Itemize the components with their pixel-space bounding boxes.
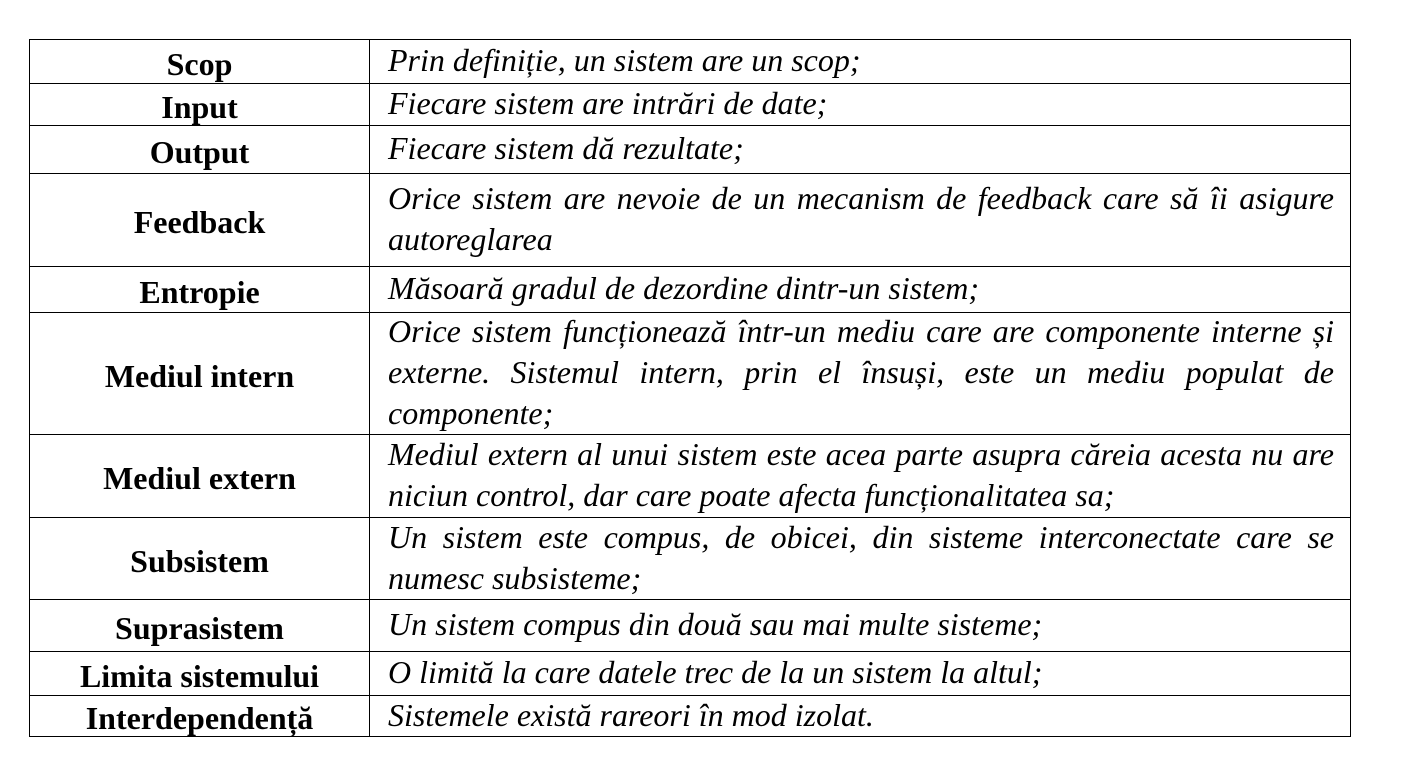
definition-cell	[370, 84, 1351, 126]
definition-text: Un sistem compus din două sau mai multe sisteme;	[388, 606, 1043, 642]
definition-text: Orice sistem funcționează într-un mediu care are componente interne și externe. Sistemul intern, prin el însuși, este un mediu populat de componente;	[388, 313, 1334, 431]
definition-cell	[370, 126, 1351, 174]
term-cell	[30, 600, 370, 652]
term-label: Output	[149, 133, 250, 170]
term-label: Mediul extern	[103, 460, 296, 496]
definition-text: Un sistem este compus, de obicei, din sisteme interconectate care se numesc subsisteme;	[388, 518, 1334, 596]
definition-text: Mediul extern al unui sistem este acea parte asupra căreia acesta nu are niciun control, dar care poate afecta funcționalitatea sa;	[388, 436, 1334, 513]
term-cell	[30, 652, 370, 696]
definition-cell	[370, 435, 1351, 518]
table-row	[30, 652, 1351, 696]
term-cell	[30, 267, 370, 313]
term-label: Entropie	[139, 273, 260, 310]
definition-text: Sistemele există rareori în mod izolat.	[388, 696, 874, 733]
table-row	[30, 126, 1351, 174]
definition-cell	[370, 652, 1351, 696]
definition-cell	[370, 40, 1351, 84]
table-row	[30, 267, 1351, 313]
definition-cell	[370, 600, 1351, 652]
term-label: Suprasistem	[115, 609, 284, 646]
term-label: Limita sistemului	[79, 657, 320, 694]
term-label: Input	[161, 88, 238, 125]
term-label: Interdependență	[85, 700, 314, 736]
table-row	[30, 84, 1351, 126]
definition-text: Prin definiție, un sistem are un scop;	[388, 42, 861, 78]
definition-text: Fiecare sistem are intrări de date;	[388, 85, 828, 121]
term-cell	[30, 84, 370, 126]
definition-text: Măsoară gradul de dezordine dintr-un sistem;	[388, 270, 980, 306]
table-row	[30, 696, 1351, 737]
table-row	[30, 313, 1351, 435]
definition-cell	[370, 518, 1351, 600]
term-cell	[30, 174, 370, 267]
term-cell	[30, 518, 370, 600]
definition-text: O limită la care datele trec de la un sistem la altul;	[388, 654, 1043, 690]
term-label: Subsistem	[130, 542, 269, 579]
table-row	[30, 40, 1351, 84]
definition-text: Fiecare sistem dă rezultate;	[388, 130, 744, 166]
term-label: Feedback	[133, 204, 266, 240]
table-row	[30, 435, 1351, 518]
table-row	[30, 174, 1351, 267]
system-concepts-table	[29, 39, 1351, 737]
term-cell	[30, 435, 370, 518]
term-label: Mediul intern	[104, 357, 295, 394]
term-label: Scop	[166, 45, 233, 82]
definition-cell	[370, 267, 1351, 313]
definition-cell	[370, 174, 1351, 267]
table-row	[30, 600, 1351, 652]
definition-text: Orice sistem are nevoie de un mecanism de feedback care să îi asigure autoreglarea	[388, 180, 1334, 257]
definition-cell	[370, 696, 1351, 737]
term-cell	[30, 313, 370, 435]
term-cell	[30, 40, 370, 84]
definition-cell	[370, 313, 1351, 435]
term-cell	[30, 696, 370, 737]
term-cell	[30, 126, 370, 174]
table-row	[30, 518, 1351, 600]
